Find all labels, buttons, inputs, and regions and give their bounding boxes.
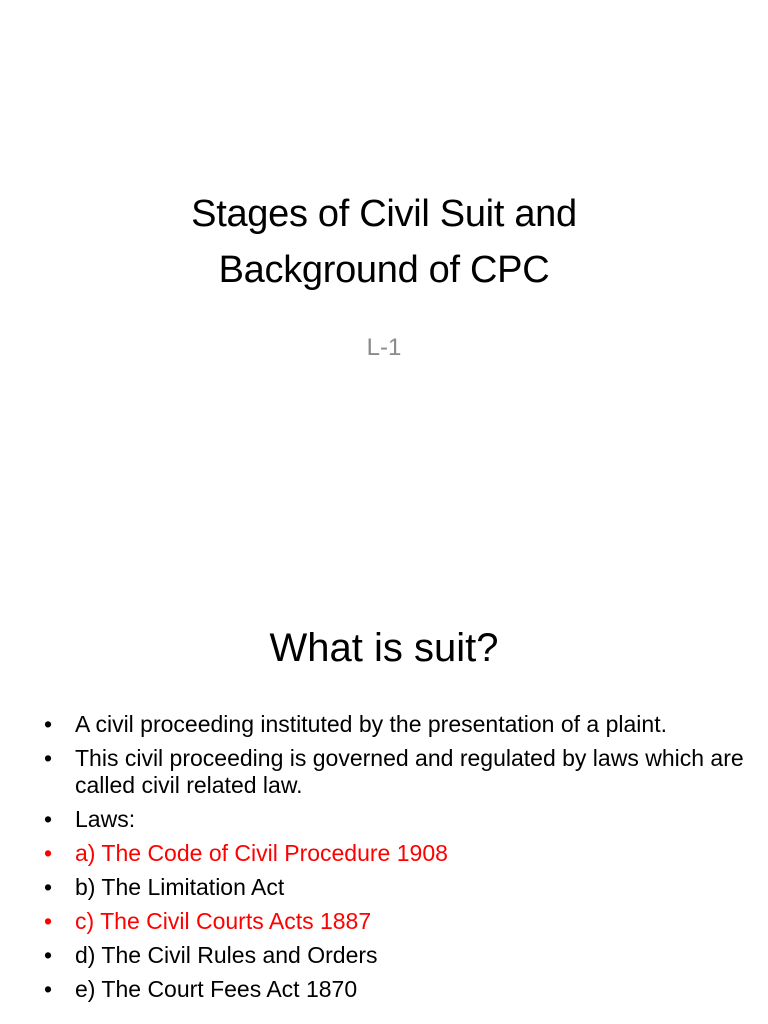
bullet-item (44, 806, 744, 833)
bullet-icon: • (44, 711, 53, 737)
bullet-item (44, 840, 744, 867)
content-slide-title: What is suit? (269, 626, 499, 670)
bullet-icon: • (44, 745, 53, 771)
bullet-item (44, 976, 744, 1003)
bullet-icon: • (44, 874, 53, 900)
bullet-text: A civil proceeding instituted by the presentation of a plaint. (75, 711, 667, 737)
slide-subtitle: L-1 (366, 334, 402, 361)
bullet-text: Laws: (75, 806, 136, 832)
content-slide (0, 576, 768, 1024)
bullet-text: This civil proceeding is governed and regulated by laws which are called civil related law. (75, 745, 744, 798)
slide-title-line-1: Stages of Civil Suit and (191, 193, 577, 235)
bullet-text: c) The Civil Courts Acts 1887 (75, 908, 372, 934)
bullet-text: b) The Limitation Act (75, 874, 285, 900)
bullet-icon: • (44, 806, 53, 832)
bullet-item (44, 942, 744, 969)
slide-title (0, 186, 768, 298)
bullet-text: e) The Court Fees Act 1870 (75, 976, 358, 1002)
bullet-text: a) The Code of Civil Procedure 1908 (75, 840, 448, 866)
bullet-icon: • (44, 908, 53, 934)
bullet-icon: • (44, 840, 53, 866)
slide-title-line-2: Background of CPC (218, 249, 550, 291)
bullet-icon: • (44, 942, 53, 968)
bullet-item (44, 908, 744, 935)
bullet-icon: • (44, 976, 53, 1002)
bullet-item (44, 711, 744, 738)
bullet-list (44, 711, 744, 1010)
bullet-item (44, 745, 744, 799)
bullet-text: d) The Civil Rules and Orders (75, 942, 378, 968)
bullet-item (44, 874, 744, 901)
